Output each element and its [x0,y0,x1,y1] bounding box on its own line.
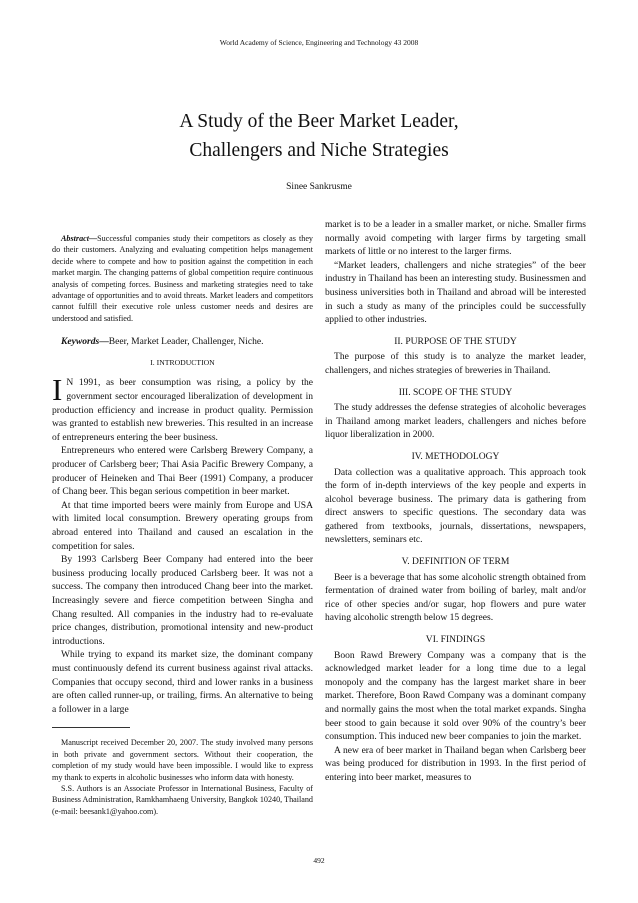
section-heading-findings: VI. FINDINGS [425,634,486,646]
right-column [325,218,586,785]
keywords-text: Beer, Market Leader, Challenger, Niche. [108,336,264,348]
intro-paragraph-2: Entrepreneurs who entered were Carlsberg Brewery Company, a producer of Carlsberg beer; Thai Asia Pacific Brewery Company, a producer of Heineken and Thai Beer (1991) Company, a producer of Chang beer. This began serious competition in beer market. [52,445,313,498]
section-heading-scope: III. SCOPE OF THE STUDY [398,386,513,398]
left-column [52,218,313,817]
section-heading-purpose: II. PURPOSE OF THE STUDY [394,335,517,347]
journal-header: World Academy of Science, Engineering and Technology 43 2008 [219,38,419,47]
abstract [52,233,313,324]
abstract-text: Successful companies study their competitors as closely as they do their customers. Analyzing and evaluating competition helps management decide where to compete and how to position against the competition in each market margin. The changing patterns of global competition require continuous analysis of competing forces. Business and marketing strategies need to take advantage of opportunities and to avoid threats. Market leaders and competitors cannot fulfill their executive role unless customer needs and desires are understood and satisfied. [52,234,313,323]
intro-paragraph-5: While trying to expand its market size, the dominant company must continuously defend its current business against rival attacks. Companies that occupy second, third and lower ranks in a business are often called runner-up, or trailing, firms. An alternative to being a follower in a large [52,649,313,715]
scope-paragraph: The study addresses the defense strategies of alcoholic beverages in Thailand among market leaders, challengers and niches before liquor liberalization in 2000. [325,402,586,441]
purpose-paragraph: The purpose of this study is to analyze the market leader, challengers, and niches strategies of breweries in Thailand. [325,351,586,376]
intro-paragraph-4: By 1993 Carlsberg Beer Company had entered into the beer business producing locally produced Carlsberg beer. It was not a success. The company then introduced Chang beer into the market. Increasingly severe and fierce competition between Singha and Chang resulted. All companies in the industry had to re-evaluate price changes, distribution, promotional intensity and new-product introductions. [52,554,313,647]
section-heading-definition: V. DEFINITION OF TERM [401,556,510,568]
findings-paragraph-2: A new era of beer market in Thailand began when Carlsberg beer was being produced for distribution in 1993. In the first period of entering into beer market, measures to [325,744,586,783]
abstract-dash: — [89,234,98,243]
keywords [52,335,313,349]
section-heading-methodology: IV. METHODOLOGY [411,450,500,462]
intro-paragraph-3: At that time imported beers were mainly from Europe and USA with limited local consumption. Brewery operating groups from abroad entered into Thailand and caused an escalation in the competition for sales. [52,499,313,552]
intro-paragraph-1-text: N 1991, as beer consumption was rising, a policy by the government sector encouraged liberalization of development in production efficiency and increase in product quality. Permission was granted to establish new breweries. This resulted in an increase of entrepreneurs entering the beer business. [52,377,313,443]
title-line-1: A Study of the Beer Market Leader, [179,111,459,132]
paper-title [0,107,638,165]
keywords-label: Keywords [61,336,100,348]
title-line-2: Challengers and Niche Strategies [189,140,449,161]
footnote-rule [52,727,130,728]
author-name: Sinee Sankrusme [286,182,352,192]
methodology-paragraph: Data collection was a qualitative approach. This approach took the form of in-depth interviews of the key people and experts in alcohol beverage business. The primary data is gathering from direct answers to specific questions. The secondary data was gathered from textbooks, journals, dissertations, newspapers, newsletters, seminars etc. [325,466,586,546]
footnote-manuscript: Manuscript received December 20, 2007. The study involved many persons in both private and government sectors. Without their cooperation, the completion of my study would have been impossible. I would like to express my thank to experts in alcoholic businesses who inform data with honesty. [52,738,313,782]
section-heading-introduction: I. INTRODUCTION [150,357,215,367]
intro-continued-2: “Market leaders, challengers and niche strategies” of the beer industry in Thailand has been an interesting study. Businessmen and business universities both in Thailand and abroad will be interested in such a study as many of the principles could be successfully applied to other industries. [325,259,586,326]
intro-paragraph-1 [52,372,313,444]
page-number: 492 [313,856,325,865]
footnote-author: S.S. Authors is an Associate Professor in International Business, Faculty of Business Administration, Ramkhamhaeng University, Bangkok 10240, Thailand (e-mail: beesank1@yahoo.com). [52,783,313,816]
keywords-dash: — [99,336,109,348]
drop-cap: I [52,372,63,408]
findings-paragraph-1: Boon Rawd Brewery Company was a company that is the acknowledged market leader for a long time due to a legal monopoly and the company has the largest market share in beer market. Therefore, Boon Rawd Company was a dominant company and normally gains the most when the total market expands. Singha beer stood to gain because it sold over 90% of the country’s beer consumption. This induced new beer companies to join the market. [325,649,586,743]
definition-paragraph: Beer is a beverage that has some alcoholic strength obtained from fermentation of drained water from boiling of barley, malt and/or rice of other species and/or sugar, hop flowers and pure water having alcoholic strength below 15 degrees. [325,571,586,624]
intro-continued-1: market is to be a leader in a smaller market, or niche. Smaller firms normally avoid competing with larger firms by targeting small markets of little or no interest to the larger firms. [325,219,586,258]
abstract-label: Abstract [61,234,89,243]
